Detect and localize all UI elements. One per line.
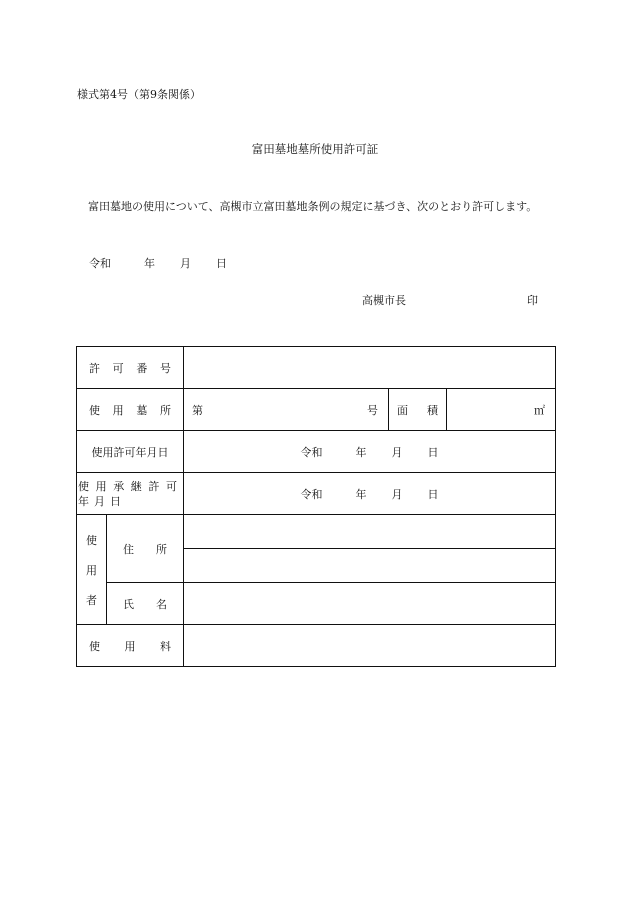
address-label: 住 所: [107, 515, 184, 583]
succession-date-value[interactable]: 令和 年 月 日: [184, 473, 556, 515]
address-line-1[interactable]: [184, 515, 556, 549]
fee-value[interactable]: [184, 625, 556, 667]
issue-date-month: 月: [180, 257, 191, 270]
name-value[interactable]: [184, 583, 556, 625]
issue-date-era: 令和: [89, 257, 111, 270]
permit-table: [76, 346, 556, 667]
grave-label: 使 用 墓 所: [77, 389, 184, 431]
permit-number-value[interactable]: [184, 347, 556, 389]
area-label: 面 積: [389, 389, 447, 431]
seal-mark: 印: [527, 294, 538, 307]
issuer-title: 高槻市長: [362, 294, 406, 307]
form-number: 様式第4号（第9条関係）: [77, 88, 201, 101]
user-label: 使 用 者: [77, 515, 107, 625]
address-line-2[interactable]: [184, 549, 556, 583]
permit-number-label: 許 可 番 号: [77, 347, 184, 389]
permit-date-value[interactable]: 令和 年 月 日: [184, 431, 556, 473]
grave-value[interactable]: [184, 389, 389, 431]
issue-date: [89, 255, 227, 271]
grave-prefix: 第: [192, 403, 203, 417]
issue-date-day: 日: [216, 257, 227, 270]
permit-date-label: 使用許可年月日: [77, 431, 184, 473]
name-label: 氏 名: [107, 583, 184, 625]
area-value[interactable]: [447, 389, 556, 431]
succession-date-label: 使用承継許可年月日: [77, 473, 184, 515]
issue-date-year: 年: [144, 257, 155, 270]
fee-label: 使 用 料: [77, 625, 184, 667]
area-unit: ㎡: [534, 403, 546, 417]
permit-statement: 富田墓地の使用について、高槻市立富田墓地条例の規定に基づき、次のとおり許可します。: [88, 200, 538, 213]
grave-suffix: 号: [367, 403, 378, 417]
document-title: 富田墓地墓所使用許可証: [251, 142, 379, 156]
